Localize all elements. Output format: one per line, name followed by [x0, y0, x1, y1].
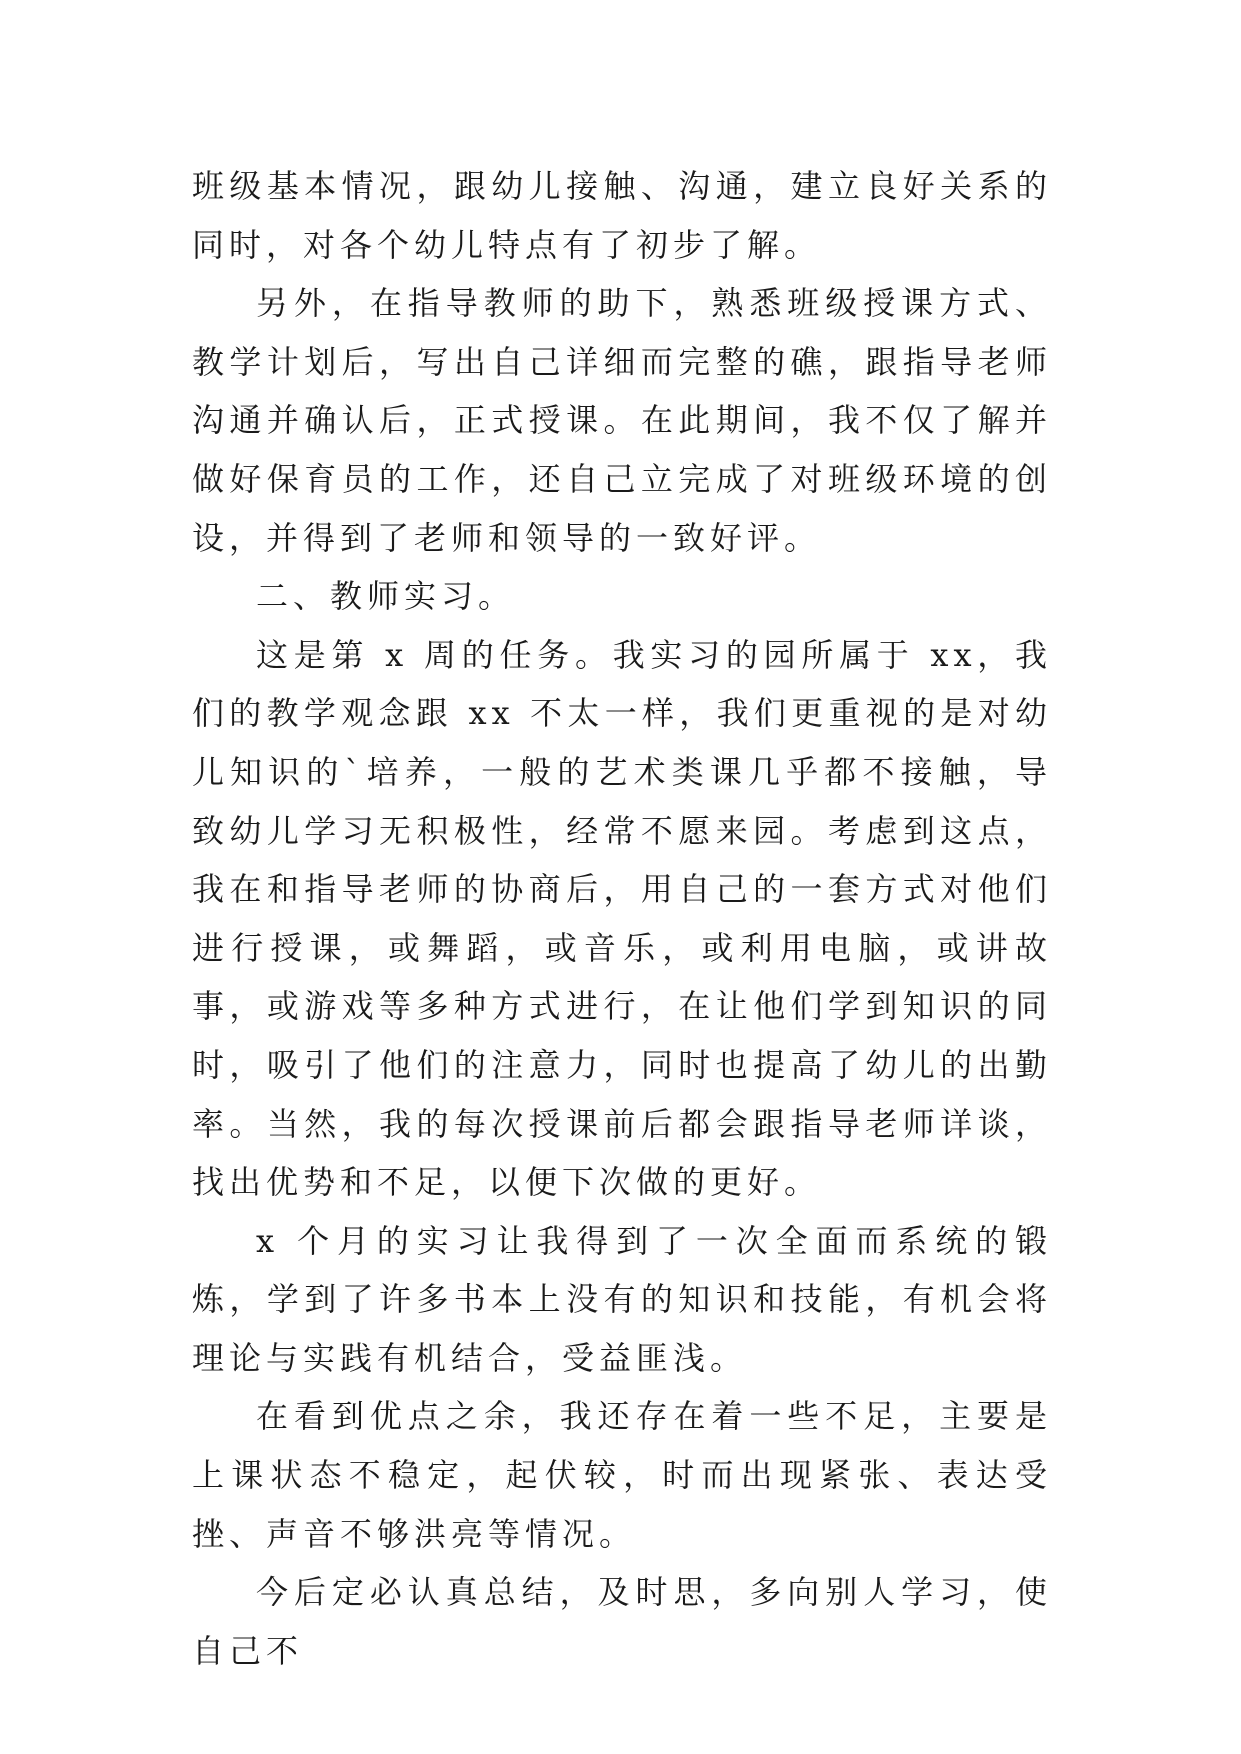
document-page	[192, 157, 1052, 1680]
paragraph-class-situation: 班级基本情况，跟幼儿接触、沟通，建立良好关系的同时，对各个幼儿特点有了初步了解。	[192, 167, 1052, 264]
paragraph-guided-teaching: 另外，在指导教师的助下，熟悉班级授课方式、教学计划后，写出自己详细而完整的礁，跟指导老师沟通并确认后，正式授课。在此期间，我不仅了解并做好保育员的工作，还自己立完成了对班级环境的创设，并得到了老师和领导的一致好评。	[192, 284, 1052, 557]
section-heading-teacher-internship: 二、教师实习。	[256, 577, 516, 616]
paragraph-weekly-task: 这是第 x 周的任务。我实习的园所属于 xx，我们的教学观念跟 xx 不太一样，我们更重视的是对幼儿知识的`培养，一般的艺术类课几乎都不接触，导致幼儿学习无积极性，经常不愿来园。考虑到这点，我在和指导老师的协商后，用自己的一套方式对他们进行授课，或舞蹈，或音乐，或利用电脑，或讲故事，或游戏等多种方式进行，在让他们学到知识的同时，吸引了他们的注意力，同时也提高了幼儿的出勤率。当然，我的每次授课前后都会跟指导老师详谈，找出优势和不足，以便下次做的更好。	[192, 635, 1052, 1202]
paragraph-future-plan: 今后定必认真总结，及时思，多向别人学习，使自己不	[192, 1573, 1052, 1670]
paragraph-shortcomings: 在看到优点之余，我还存在着一些不足，主要是上课状态不稳定，起伏较，时而出现紧张、表达受挫、声音不够洪亮等情况。	[192, 1397, 1052, 1553]
paragraph-internship-gain: x 个月的实习让我得到了一次全面而系统的锻炼，学到了许多书本上没有的知识和技能，有机会将理论与实践有机结合，受益匪浅。	[192, 1221, 1052, 1377]
